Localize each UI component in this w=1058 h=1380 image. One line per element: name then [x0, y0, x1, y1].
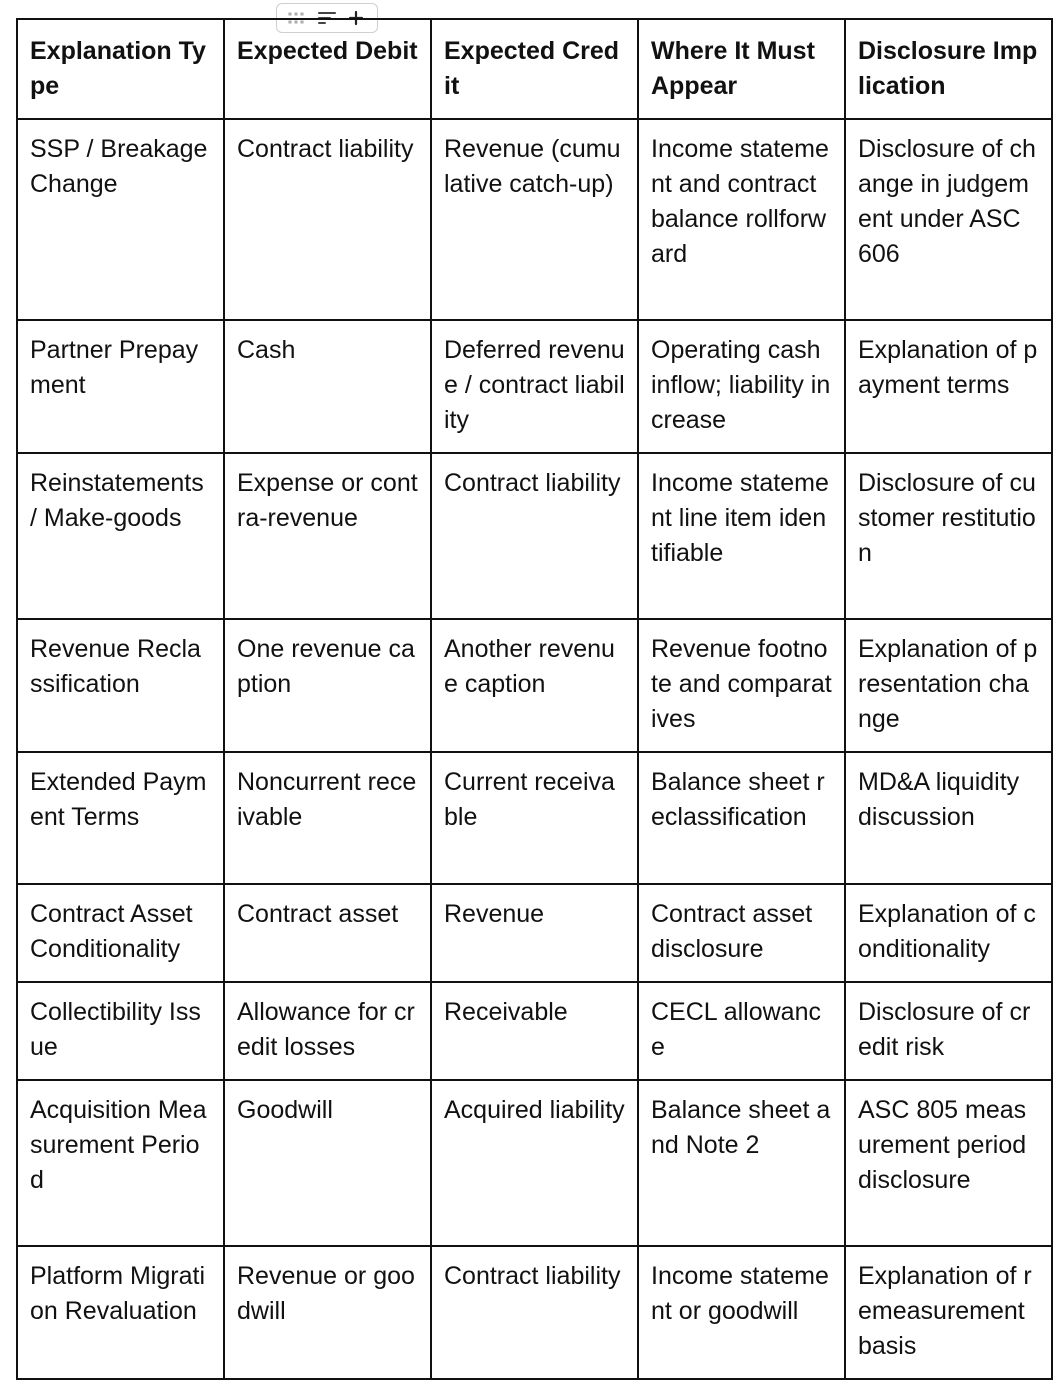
table-cell[interactable]: Receivable — [431, 982, 638, 1080]
table-cell[interactable]: MD&A liquidity discussion — [845, 752, 1052, 884]
table-cell[interactable]: Disclosure of change in judgement under ASC 606 — [845, 119, 1052, 320]
header-disclosure-implication[interactable]: Disclosure Implication — [845, 19, 1052, 119]
table-row — [17, 1246, 1052, 1379]
table-cell[interactable]: Allowance for credit losses — [224, 982, 431, 1080]
table-cell[interactable]: Disclosure of credit risk — [845, 982, 1052, 1080]
table-row — [17, 453, 1052, 619]
table-cell[interactable]: Contract asset disclosure — [638, 884, 845, 982]
table-row — [17, 320, 1052, 453]
table-cell[interactable]: Collectibility Issue — [17, 982, 224, 1080]
table-row — [17, 982, 1052, 1080]
table-cell[interactable]: Cash — [224, 320, 431, 453]
explanation-table — [16, 18, 1053, 1380]
table-cell[interactable]: ASC 805 measurement period disclosure — [845, 1080, 1052, 1246]
table-cell[interactable]: One revenue caption — [224, 619, 431, 752]
table-row — [17, 1080, 1052, 1246]
table-cell[interactable]: Reinstatements / Make-goods — [17, 453, 224, 619]
table-cell[interactable]: Balance sheet and Note 2 — [638, 1080, 845, 1246]
table-cell[interactable]: Revenue (cumulative catch-up) — [431, 119, 638, 320]
table-cell[interactable]: Operating cash inflow; liability increase — [638, 320, 845, 453]
table-cell[interactable]: Contract liability — [431, 453, 638, 619]
table-container — [16, 18, 1053, 1380]
table-row — [17, 619, 1052, 752]
header-row — [17, 19, 1052, 119]
table-cell[interactable]: Contract liability — [431, 1246, 638, 1379]
header-expected-debit[interactable]: Expected Debit — [224, 19, 431, 119]
header-expected-credit[interactable]: Expected Credit — [431, 19, 638, 119]
table-cell[interactable]: Explanation of conditionality — [845, 884, 1052, 982]
table-cell[interactable]: Another revenue caption — [431, 619, 638, 752]
table-cell[interactable]: Noncurrent receivable — [224, 752, 431, 884]
table-cell[interactable]: Disclosure of customer restitution — [845, 453, 1052, 619]
table-cell[interactable]: Explanation of presentation change — [845, 619, 1052, 752]
table-cell[interactable]: Expense or contra-revenue — [224, 453, 431, 619]
header-explanation-type[interactable]: Explanation Type — [17, 19, 224, 119]
table-cell[interactable]: Deferred revenue / contract liability — [431, 320, 638, 453]
table-cell[interactable]: Income statement or goodwill — [638, 1246, 845, 1379]
table-cell[interactable]: Income statement line item identifiable — [638, 453, 845, 619]
table-cell[interactable]: Partner Prepayment — [17, 320, 224, 453]
table-cell[interactable]: CECL allowance — [638, 982, 845, 1080]
table-cell[interactable]: Contract asset — [224, 884, 431, 982]
table-cell[interactable]: Extended Payment Terms — [17, 752, 224, 884]
table-cell[interactable]: Revenue or goodwill — [224, 1246, 431, 1379]
table-cell[interactable]: SSP / Breakage Change — [17, 119, 224, 320]
table-cell[interactable]: Explanation of payment terms — [845, 320, 1052, 453]
header-where-it-must-appear[interactable]: Where It Must Appear — [638, 19, 845, 119]
table-cell[interactable]: Current receivable — [431, 752, 638, 884]
table-cell[interactable]: Revenue — [431, 884, 638, 982]
table-cell[interactable]: Goodwill — [224, 1080, 431, 1246]
table-row — [17, 752, 1052, 884]
table-cell[interactable]: Revenue Reclassification — [17, 619, 224, 752]
table-cell[interactable]: Income statement and contract balance rollforward — [638, 119, 845, 320]
table-cell[interactable]: Acquisition Measurement Period — [17, 1080, 224, 1246]
table-row — [17, 119, 1052, 320]
table-cell[interactable]: Contract liability — [224, 119, 431, 320]
table-cell[interactable]: Acquired liability — [431, 1080, 638, 1246]
table-cell[interactable]: Revenue footnote and comparatives — [638, 619, 845, 752]
table-cell[interactable]: Platform Migration Revaluation — [17, 1246, 224, 1379]
table-cell[interactable]: Balance sheet reclassification — [638, 752, 845, 884]
table-row — [17, 884, 1052, 982]
table-cell[interactable]: Contract Asset Conditionality — [17, 884, 224, 982]
table-cell[interactable]: Explanation of remeasurement basis — [845, 1246, 1052, 1379]
